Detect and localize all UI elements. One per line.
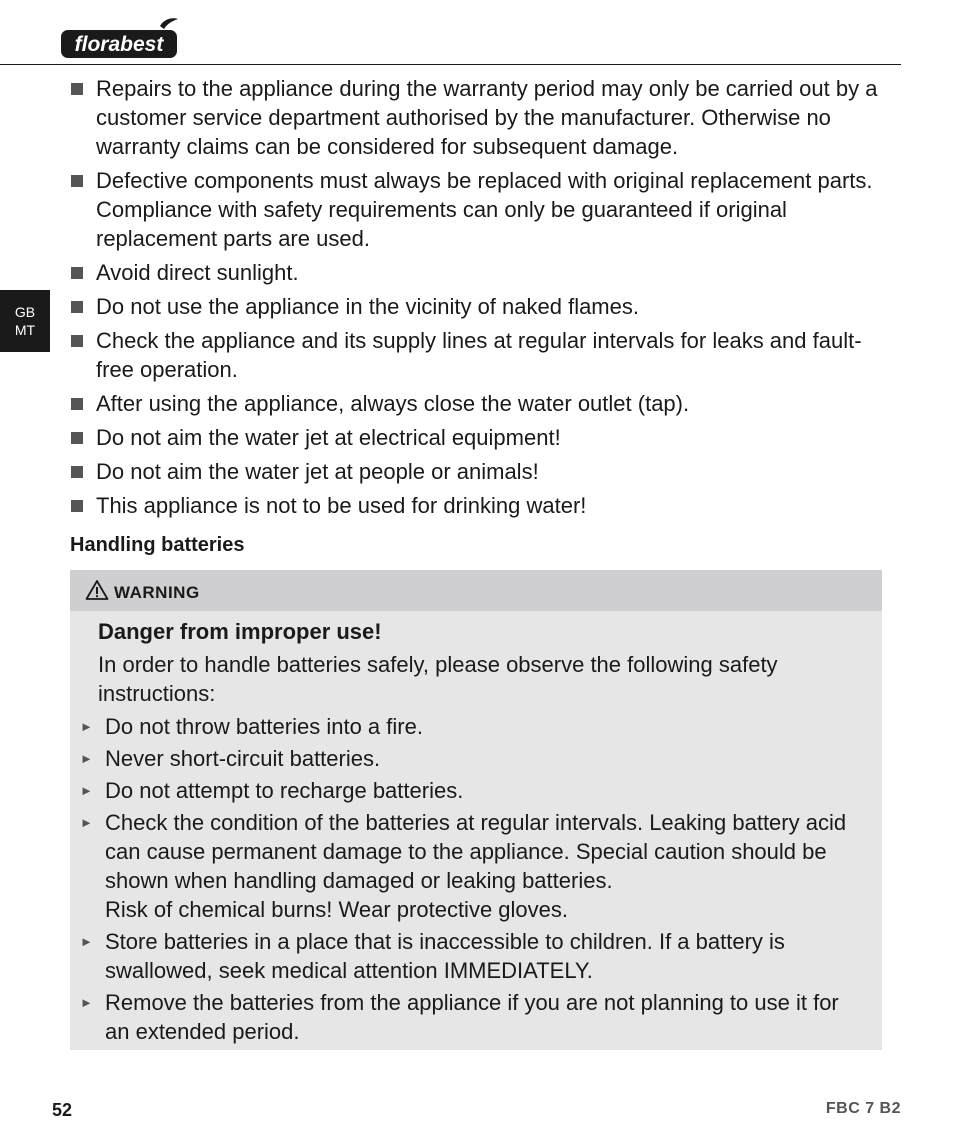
square-bullet-icon: [71, 466, 83, 478]
list-item-text: Repairs to the appliance during the warranty period may only be carried out by a customer service department authorised by the manufacturer. Otherwise no warranty claims can be considered for subsequent damage.: [96, 76, 878, 159]
list-item-text: Check the appliance and its supply lines at regular intervals for leaks and fault-free operation.: [96, 328, 862, 382]
list-item: [70, 423, 890, 452]
brand-name: florabest: [74, 33, 164, 56]
list-item-text: Do not aim the water jet at electrical equipment!: [96, 425, 561, 450]
safety-list: [70, 74, 890, 525]
list-item-text: Defective components must always be replaced with original replacement parts. Compliance with safety requirements can only be guaranteed if original replacement parts are used.: [96, 168, 873, 251]
list-item-text: After using the appliance, always close the water outlet (tap).: [96, 391, 690, 416]
list-item-text: Store batteries in a place that is inaccessible to children. If a battery is swallowed, seek medical attention IMMEDIATELY.: [105, 929, 785, 983]
list-item-text: Avoid direct sunlight.: [96, 260, 299, 285]
square-bullet-icon: [71, 175, 83, 187]
arrow-right-icon: ►: [80, 719, 93, 734]
square-bullet-icon: [71, 83, 83, 95]
warning-header: [70, 570, 882, 611]
square-bullet-icon: [71, 335, 83, 347]
list-item: [70, 258, 890, 287]
list-item-text: Remove the batteries from the appliance if you are not planning to use it for an extended period.: [105, 990, 839, 1044]
warning-title: Danger from improper use!: [98, 619, 382, 644]
list-item: [70, 74, 890, 161]
square-bullet-icon: [71, 267, 83, 279]
brand-logo: [60, 16, 180, 60]
list-item: [70, 326, 890, 384]
section-heading: Handling batteries: [70, 534, 245, 556]
list-item-text: Do not aim the water jet at people or animals!: [96, 459, 539, 484]
header-divider: [0, 64, 901, 65]
list-item: [78, 988, 868, 1046]
list-item-text: Never short-circuit batteries.: [105, 746, 381, 771]
arrow-right-icon: ►: [80, 995, 93, 1010]
list-item: [78, 776, 868, 805]
list-item-text: Do not use the appliance in the vicinity of naked flames.: [96, 294, 639, 319]
model-number: FBC 7 B2: [825, 1100, 901, 1117]
list-item-text: This appliance is not to be used for drinking water!: [96, 493, 587, 518]
list-item-text: Do not throw batteries into a fire.: [105, 714, 423, 739]
list-item: [70, 389, 890, 418]
warning-triangle-icon: [85, 579, 109, 601]
arrow-right-icon: ►: [80, 751, 93, 766]
arrow-right-icon: ►: [80, 934, 93, 949]
list-item: [78, 927, 868, 985]
warning-label: WARNING: [114, 583, 200, 602]
lang-code-mt: MT: [14, 322, 36, 338]
square-bullet-icon: [71, 500, 83, 512]
list-item-text: Check the condition of the batteries at regular intervals. Leaking battery acid can cause permanent damage to the appliance. Special caution should be shown when handling damaged or leaking batteries.: [105, 810, 847, 893]
language-tab: [0, 290, 50, 352]
page-number: 52: [52, 1100, 73, 1120]
arrow-right-icon: ►: [80, 815, 93, 830]
lang-code-gb: GB: [14, 304, 36, 320]
warning-intro: In order to handle batteries safely, please observe the following safety instructions:: [98, 652, 778, 706]
brand-logo-graphic: [60, 16, 180, 60]
battery-safety-list: [78, 712, 868, 1049]
list-item: [78, 808, 868, 924]
square-bullet-icon: [71, 432, 83, 444]
arrow-right-icon: ►: [80, 783, 93, 798]
list-item: [78, 744, 868, 773]
square-bullet-icon: [71, 398, 83, 410]
list-item: [78, 712, 868, 741]
list-item: [70, 491, 890, 520]
list-item-text: Do not attempt to recharge batteries.: [105, 778, 464, 803]
list-item: [70, 166, 890, 253]
list-item-note: Risk of chemical burns! Wear protective gloves.: [105, 897, 568, 922]
list-item: [70, 292, 890, 321]
square-bullet-icon: [71, 301, 83, 313]
warning-box: [70, 570, 882, 1050]
list-item: [70, 457, 890, 486]
